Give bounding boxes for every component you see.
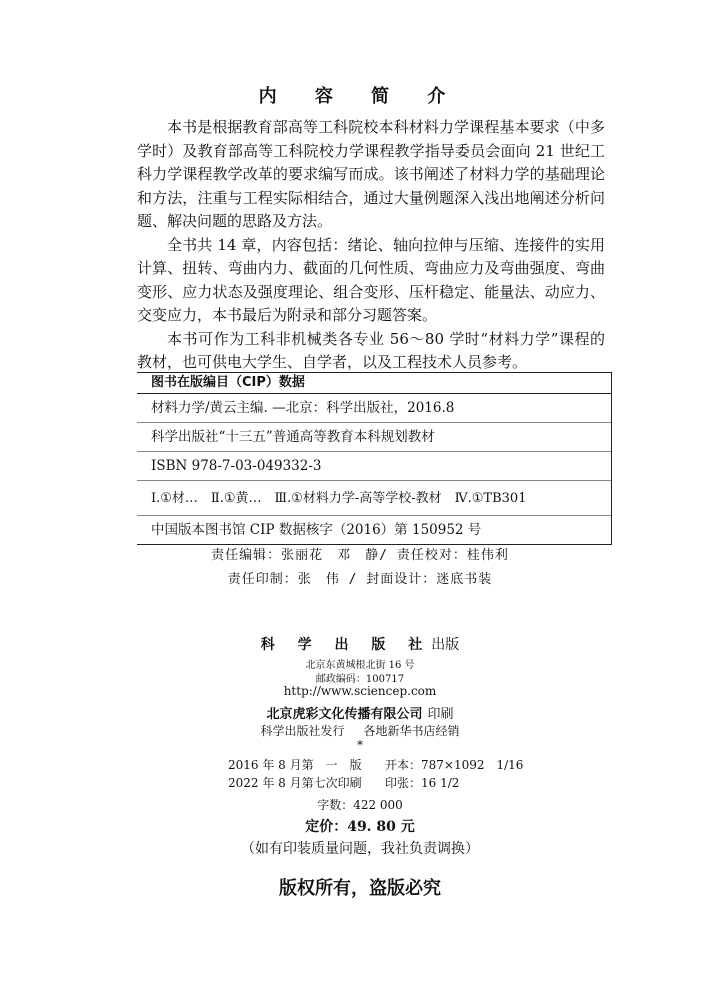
word-count: 字数：422 000 (317, 798, 403, 812)
credits-production: 责任印制：张 伟 / 封面设计：迷底书装 (227, 572, 493, 587)
printer-suffix: 印刷 (427, 707, 454, 722)
intro-paragraph: 全书共 14 章，内容包括：绪论、轴向拉伸与压缩、连接件的实用计算、扭转、弯曲内力、截面的几何性质、弯曲应力及弯曲强度、弯曲变形、应力状态及强度理论、组合变形、压杆稳定、能量法、动应力、交变应力，本书最后为附录和部分习题答案。 (137, 235, 605, 324)
distribution-line (0, 722, 720, 739)
cip-author-line: 材料力学/黄云主编. —北京：科学出版社，2016.8 (137, 394, 611, 423)
publisher-line (0, 634, 720, 654)
intro-paragraph: 本书是根据教育部高等工科院校本科材料力学课程基本要求（中多学时）及教育部高等工科院校力学课程教学指导委员会面向 21 世纪工科力学课程教学改革的要求编写而成。该书阐述了材料力学的基础理论和方法，注重与工程实际相结合，通过大量例题深入浅出地阐述分析问题、解决问题的思路及方法。 (137, 118, 605, 230)
cip-number-line: 中国版本图书馆 CIP 数据核字（2016）第 150952 号 (151, 522, 482, 538)
distribution-publisher: 科学出版社发行 (260, 724, 345, 738)
price: 定价：49. 80 元 (305, 819, 415, 835)
publisher-postcode: 邮政编码：100717 (315, 674, 405, 685)
first-edition-date: 2016 年 8 月第 一 版 (228, 758, 362, 772)
publisher-name: 科 学 出 版 社 (260, 637, 432, 653)
printing-date: 2022 年 8 月第七次印刷 (228, 776, 362, 790)
cip-data-box (137, 372, 612, 545)
copyright-slogan: 版权所有，盗版必究 (279, 878, 441, 899)
publisher-address: 北京东黄城根北街 16 号 (305, 660, 415, 671)
book-format: 开本：787×1092 1/16 (385, 758, 524, 772)
intro-title: 内 容 简 介 (258, 86, 462, 107)
cip-classification-line: Ⅰ.①材… Ⅱ.①黄… Ⅲ.①材料力学-高等学校-教材 Ⅳ.①TB301 (137, 481, 611, 516)
separator-star: * (357, 738, 363, 752)
credits-editors: 责任编辑：张丽花 邓 静/ 责任校对：桂伟利 (211, 548, 509, 563)
cip-isbn-line: ISBN 978-7-03-049332-3 (137, 452, 611, 481)
cip-heading: 图书在版编目（CIP）数据 (137, 373, 611, 394)
intro-body (137, 116, 605, 375)
distribution-seller: 各地新华书店经销 (363, 724, 460, 738)
printer-line (0, 703, 720, 722)
quality-note: （如有印装质量问题，我社负责调换） (241, 841, 479, 857)
intro-paragraph: 本书可作为工科非机械类各专业 56～80 学时“材料力学”课程的教材，也可供电大学生、自学者，以及工程技术人员参考。 (137, 329, 605, 371)
publisher-url: http://www.sciencep.com (283, 684, 437, 698)
cip-series-line: 科学出版社“十三五”普通高等教育本科规划教材 (137, 423, 611, 452)
publisher-name-suffix: 出版 (431, 637, 460, 653)
printed-sheets: 印张：16 1/2 (385, 776, 460, 790)
printer-name: 北京虎彩文化传播有限公司 (266, 707, 423, 722)
